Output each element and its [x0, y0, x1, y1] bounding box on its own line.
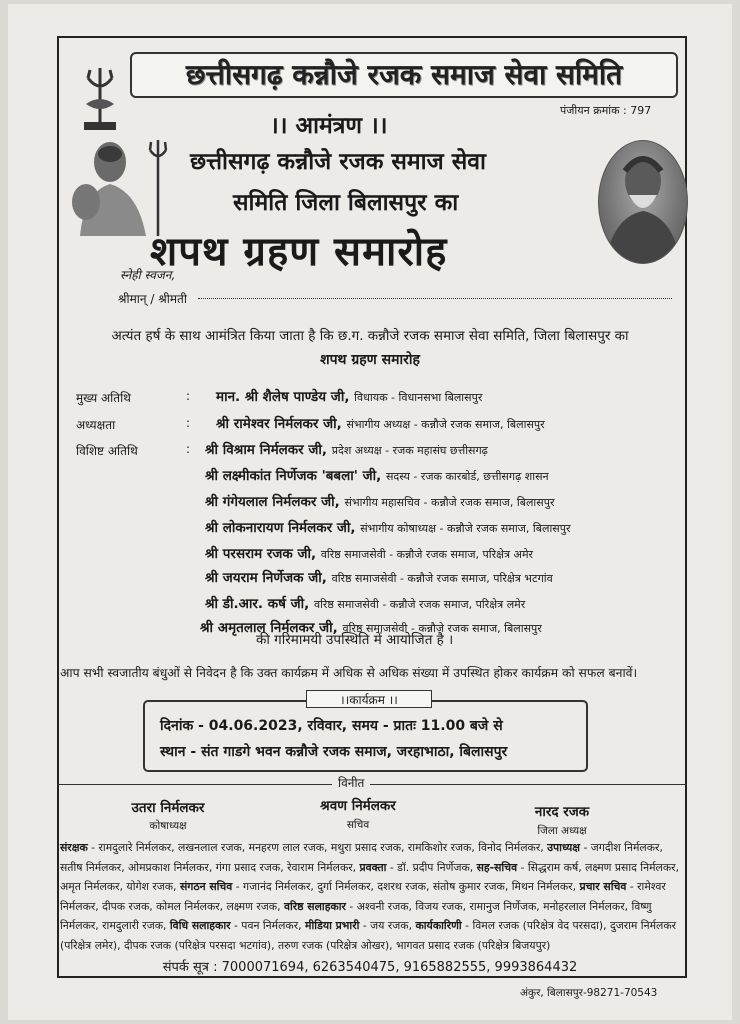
registration-number: पंजीयन क्रमांक : 797	[560, 104, 652, 117]
program-label: ।।कार्यक्रम ।।	[306, 690, 432, 708]
guest-role: अध्यक्षता	[76, 418, 116, 432]
vineet-label: विनीत	[332, 774, 370, 791]
guest-role: मुख्य अतिथि	[76, 391, 131, 405]
guest-name: मान. श्री शैलेष पाण्डेय जी,	[216, 389, 350, 405]
guest-row	[205, 440, 488, 458]
signatory-role: सचिव	[346, 819, 370, 831]
printer-credit: अंकुर, बिलासपुर-98271-70543	[520, 987, 658, 999]
guest-row	[205, 544, 533, 562]
committee-post: उपाध्यक्ष	[547, 841, 581, 854]
program-date: दिनांक - 04.06.2023, रविवार, समय - प्रातः 11.00 बजे से	[160, 718, 503, 734]
committee-post: प्रवक्ता	[359, 860, 387, 874]
guest-name: श्री गंगेयलाल निर्मलकर जी,	[205, 494, 340, 510]
committee-names: - गजानंद निर्मलकर, दुर्गा निर्मलकर, दशरथ रजक, संतोष कुमार रजक, मिथन निर्मलकर,	[232, 880, 580, 893]
event-title: शपथ ग्रहण समारोह	[150, 228, 448, 275]
committee-names: - रामदुलारे निर्मलकर, लखनलाल रजक, मनहरण लाल रजक, मथुरा प्रसाद रजक, रामकिशोर रजक, विनोद निर्मलकर,	[87, 841, 548, 854]
guest-row	[205, 518, 571, 536]
guest-row	[216, 387, 482, 405]
trident-logo-icon	[78, 64, 122, 134]
program-venue: स्थान - संत गाडगे भवन कन्नौजे रजक समाज, जरहाभाठा, बिलासपुर	[160, 744, 508, 760]
committee-names: - पवन निर्मलकर,	[230, 919, 306, 932]
committee-post: संरक्षक	[60, 841, 88, 854]
presence-line: की गरिमामयी उपस्थिति में आयोजित है ।	[256, 632, 454, 648]
signatory-role: जिला अध्यक्ष	[537, 825, 587, 837]
committee-names: - जगदीश निर्मलकर, सतीष निर्मलकर, ओमप्रकाश निर्मलकर, गंगा प्रसाद रजक, रेवाराम निर्मलकर,	[60, 841, 663, 874]
guest-name: श्री परसराम रजक जी,	[205, 546, 317, 562]
signatory-name: नारद रजक	[534, 804, 590, 820]
program-box	[143, 700, 588, 772]
guest-row	[205, 492, 554, 510]
signatory-name: श्रवण निर्मलकर	[320, 798, 396, 814]
guest-name: श्री विश्राम निर्मलकर जी,	[205, 442, 328, 458]
committee-post: मीडिया प्रभारी	[305, 919, 360, 932]
guest-name: श्री डी.आर. कर्ष जी,	[205, 596, 310, 612]
guest-name: श्री लक्ष्मीकांत निर्णेजक 'बबला' जी,	[205, 468, 382, 484]
committee-post: सह-सचिव	[476, 860, 518, 874]
guest-designation: विधायक - विधानसभा बिलासपुर	[354, 391, 483, 404]
committee-names: - जय रजक,	[359, 919, 416, 932]
guest-designation: वरिष्ठ समाजसेवी - कन्नौजे रजक समाज, परिक्षेत्र अमेर	[320, 548, 534, 561]
colon-separator: :	[186, 416, 191, 430]
contact-numbers: संपर्क सूत्र : 7000071694, 6263540475, 9165882555, 9993864432	[162, 960, 578, 975]
guest-designation: संभागीय महासचिव - कन्नौजे रजक समाज, बिलासपुर	[344, 496, 555, 509]
divider	[57, 784, 687, 785]
name-fill-line	[198, 298, 672, 299]
guest-row	[216, 414, 545, 432]
guest-designation: प्रदेश अध्यक्ष - रजक महासंघ छत्तीसगढ़	[331, 444, 488, 457]
committee-members	[60, 838, 686, 955]
guest-role: विशिष्ट अतिथि	[76, 444, 138, 458]
guest-designation: संभागीय अध्यक्ष - कन्नौजे रजक समाज, बिलासपुर	[346, 418, 545, 431]
guest-designation: सदस्य - रजक कारबोर्ड, छत्तीसगढ़ शासन	[385, 470, 549, 483]
heading-line-2: समिति जिला बिलासपुर का	[233, 189, 459, 216]
committee-names: - विमल रजक (परिक्षेत्र वेद परसदा), दुजराम निर्मलकर (परिक्षेत्र लमेर), दीपक रजक (परिक्षेत्र परसदा भटगांव), तरुण रजक (परिक्षेत्र ओखर), भागवत प्रसाद रजक (परिक्षेत्र बिजयपुर)	[60, 919, 677, 952]
saint-portrait	[598, 140, 688, 264]
committee-names: - डॉ. प्रदीप निर्णेजक,	[386, 860, 477, 874]
committee-post: विधि सलाहकार	[169, 919, 231, 932]
guest-name: श्री लोकनारायण निर्मलकर जी,	[205, 520, 356, 536]
guest-row	[205, 466, 549, 484]
colon-separator: :	[186, 442, 191, 456]
intro-text: अत्यंत हर्ष के साथ आमंत्रित किया जाता है कि छ.ग. कन्नौजे रजक समाज सेवा समिति, जिला बिलासपुर का	[111, 328, 629, 344]
guest-name: श्री जयराम निर्णेजक जी,	[205, 570, 327, 586]
committee-post: कार्यकारिणी	[415, 919, 462, 932]
guest-row	[205, 594, 525, 612]
signatory-role: कोषाध्यक्ष	[149, 820, 187, 832]
committee-post: वरिष्ठ सलाहकार	[283, 899, 346, 913]
salutation-name-label: श्रीमान् / श्रीमती	[118, 292, 187, 306]
guest-designation: वरिष्ठ समाजसेवी - कन्नौजे रजक समाज, बिलासपुर	[342, 622, 542, 635]
heading-line-1: छत्तीसगढ़ कन्नौजे रजक समाज सेवा	[190, 148, 487, 175]
signatory-name: उतरा निर्मलकर	[131, 800, 205, 816]
committee-names: - रामेश्वर निर्मलकर, दीपक रजक, कोमल निर्मलकर, लक्ष्मण रजक,	[60, 880, 666, 913]
guest-name: श्री अमृतलाल निर्मलकर जी,	[200, 620, 338, 636]
colon-separator: :	[186, 389, 191, 403]
guest-designation: वरिष्ठ समाजसेवी - कन्नौजे रजक समाज, परिक्षेत्र लमेर	[313, 598, 526, 611]
invitation-heading: ।। आमंत्रण ।।	[270, 112, 388, 139]
guest-designation: संभागीय कोषाध्यक्ष - कन्नौजे रजक समाज, बिलासपुर	[360, 522, 571, 535]
guest-designation: वरिष्ठ समाजसेवी - कन्नौजे रजक समाज, परिक्षेत्र भटगांव	[331, 572, 553, 585]
salutation-dear: स्नेही स्वजन,	[120, 268, 176, 282]
guest-row	[205, 568, 553, 586]
guest-name: श्री रामेश्वर निर्मलकर जी,	[216, 416, 342, 432]
intro-event-title: शपथ ग्रहण समारोह	[320, 352, 420, 368]
committee-names: - सिद्धराम कर्ष, लक्ष्मण प्रसाद निर्मलकर, अमृत निर्मलकर, योगेश रजक,	[60, 860, 680, 893]
appeal-line: आप सभी स्वजातीय बंधुओं से निवेदन है कि उक्त कार्यक्रम में अधिक से अधिक संख्या में उपस्थित होकर कार्यक्रम को सफल बनावें।	[60, 666, 638, 680]
committee-names: - अश्वनी रजक, विजय रजक, रामानुज निर्णेजक, मनोहरलाल निर्मलकर, विष्णु निर्मलकर, रामदुलारी रजक,	[60, 899, 652, 932]
committee-post: प्रचार सचिव	[579, 880, 627, 893]
committee-post: संगठन सचिव	[179, 880, 233, 893]
organization-banner: छत्तीसगढ़ कन्नौजे रजक समाज सेवा समिति	[130, 52, 678, 98]
